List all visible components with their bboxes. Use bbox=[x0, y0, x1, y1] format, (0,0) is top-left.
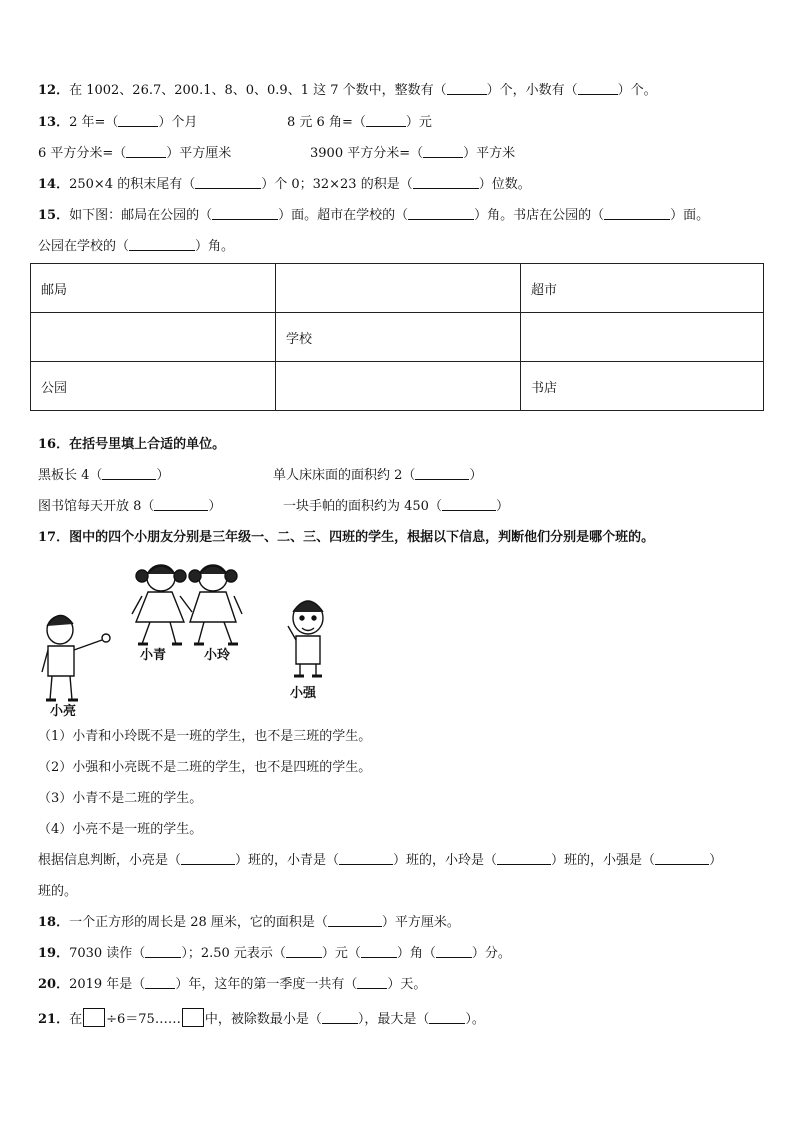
question-16-item-4: 一块手帕的面积约为 450（ ） bbox=[283, 499, 509, 514]
name-label: 小强 bbox=[290, 686, 317, 701]
answer-blank[interactable] bbox=[212, 207, 278, 220]
grid-cell: 公园 bbox=[31, 362, 276, 411]
answer-blank[interactable] bbox=[357, 976, 387, 989]
answer-blank[interactable] bbox=[145, 976, 175, 989]
answer-blank[interactable] bbox=[497, 852, 551, 865]
boy-xiaoqiang-figure bbox=[288, 601, 323, 676]
answer-blank[interactable] bbox=[361, 945, 397, 958]
boy-xiaoliang-figure bbox=[42, 615, 110, 700]
answer-blank[interactable] bbox=[413, 176, 479, 189]
question-19: 19．7030 读作（ ）；2.50 元表示（ ）元（ ）角（ ）分。 bbox=[38, 946, 511, 961]
clue-4: （4）小亮不是一班的学生。 bbox=[38, 822, 203, 837]
question-20: 20．2019 年是（ ）年，这年的第一季度一共有（ ）天。 bbox=[38, 977, 427, 992]
name-label: 小玲 bbox=[204, 648, 231, 663]
question-15-cont: 公园在学校的（ ）角。 bbox=[38, 239, 235, 254]
answer-blank[interactable] bbox=[145, 945, 181, 958]
remainder-box[interactable] bbox=[182, 1008, 204, 1027]
answer-blank[interactable] bbox=[429, 1011, 465, 1024]
grid-cell bbox=[276, 264, 521, 313]
answer-blank[interactable] bbox=[604, 207, 670, 220]
grid-cell bbox=[521, 313, 764, 362]
answer-blank[interactable] bbox=[578, 82, 618, 95]
answer-blank[interactable] bbox=[436, 945, 472, 958]
answer-blank[interactable] bbox=[195, 176, 261, 189]
answer-blank[interactable] bbox=[655, 852, 709, 865]
question-13-row-2: 6 平方分米=（ ）平方厘米 bbox=[38, 146, 232, 161]
grid-cell: 学校 bbox=[276, 313, 521, 362]
grid-cell: 超市 bbox=[521, 264, 764, 313]
grid-cell: 邮局 bbox=[31, 264, 276, 313]
girl-xiaoling-figure bbox=[189, 565, 242, 644]
question-14: 14．250×4 的积末尾有（ ）个 0；32×23 的积是（ ）位数。 bbox=[38, 177, 531, 192]
question-13-item-d: 3900 平方分米=（ ）平方米 bbox=[310, 146, 516, 161]
answer-blank[interactable] bbox=[129, 238, 195, 251]
answer-blank[interactable] bbox=[181, 852, 235, 865]
clue-1: （1）小青和小玲既不是一班的学生，也不是三班的学生。 bbox=[38, 729, 372, 744]
answer-blank[interactable] bbox=[339, 852, 393, 865]
question-15: 15．如下图：邮局在公园的（ ）面。超市在学校的（ ）角。书店在公园的（ ）面。 bbox=[38, 208, 710, 223]
answer-blank[interactable] bbox=[154, 498, 208, 511]
grid-cell: 书店 bbox=[521, 362, 764, 411]
answer-blank[interactable] bbox=[322, 1011, 358, 1024]
location-grid bbox=[30, 263, 764, 411]
answer-blank[interactable] bbox=[366, 114, 406, 127]
answer-blank[interactable] bbox=[408, 207, 474, 220]
name-label: 小青 bbox=[140, 648, 167, 663]
answer-blank[interactable] bbox=[415, 467, 469, 480]
question-12: 12．在 1002、26.7、200.1、8、0、0.9、1 这 7 个数中，整数有（ ）个，小数有（ ）个。 bbox=[38, 83, 657, 98]
question-17: 17．图中的四个小朋友分别是三年级一、二、三、四班的学生，根据以下信息，判断他们分别是哪个班的。 bbox=[38, 530, 655, 545]
question-16: 16．在括号里填上合适的单位。 bbox=[38, 437, 226, 452]
children-drawing bbox=[38, 560, 378, 720]
question-17-answer-cont: 班的。 bbox=[38, 884, 78, 899]
question-17-answer: 根据信息判断，小亮是（ ）班的，小青是（ ）班的，小玲是（ ）班的，小强是（ ） bbox=[38, 853, 723, 868]
question-13: 13．2 年=（ ）个月 bbox=[38, 115, 198, 130]
grid-cell bbox=[31, 313, 276, 362]
grid-cell bbox=[276, 362, 521, 411]
girl-xiaoqing-figure bbox=[132, 565, 192, 644]
clue-2: （2）小强和小亮既不是二班的学生，也不是四班的学生。 bbox=[38, 760, 372, 775]
question-16-item-3: 图书馆每天开放 8（ ） bbox=[38, 499, 222, 514]
name-label: 小亮 bbox=[50, 704, 77, 719]
children-illustration bbox=[38, 560, 378, 720]
question-16-item-2: 单人床床面的面积约 2（ ） bbox=[273, 468, 483, 483]
question-21: 21．在 ÷6＝75…… 中，被除数最小是（ ），最大是（ ）。 bbox=[38, 1008, 485, 1029]
answer-blank[interactable] bbox=[286, 945, 322, 958]
answer-blank[interactable] bbox=[328, 914, 382, 927]
answer-blank[interactable] bbox=[447, 82, 487, 95]
clue-3: （3）小青不是二班的学生。 bbox=[38, 791, 203, 806]
answer-blank[interactable] bbox=[442, 498, 496, 511]
answer-blank[interactable] bbox=[423, 145, 463, 158]
answer-blank[interactable] bbox=[126, 145, 166, 158]
question-16-item-1: 黑板长 4（ ） bbox=[38, 468, 170, 483]
dividend-box[interactable] bbox=[83, 1008, 105, 1027]
question-18: 18．一个正方形的周长是 28 厘米，它的面积是（ ）平方厘米。 bbox=[38, 915, 460, 930]
question-13-item-b: 8 元 6 角=（ ）元 bbox=[287, 115, 432, 130]
answer-blank[interactable] bbox=[118, 114, 158, 127]
answer-blank[interactable] bbox=[102, 467, 156, 480]
